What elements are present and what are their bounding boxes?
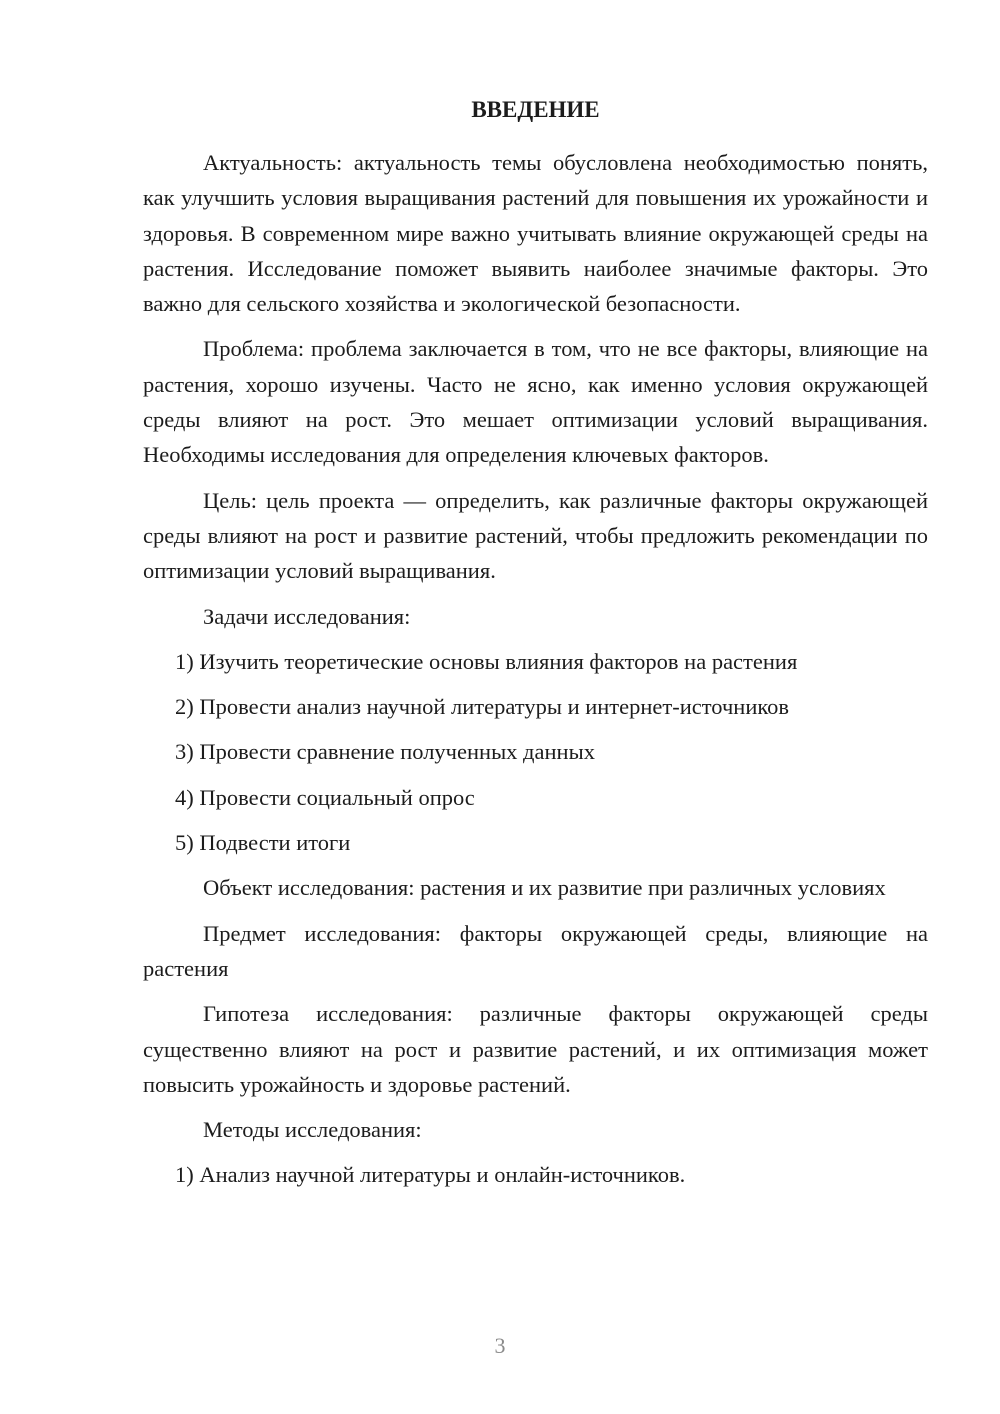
paragraph-spacer — [143, 634, 928, 644]
list-item: 3) Провести сравнение полученных данных — [175, 739, 595, 765]
paragraph-spacer — [143, 589, 928, 599]
methods-list — [143, 1157, 928, 1192]
paragraph-hypothesis: Гипотеза исследования: различные факторы окружающей среды существенно влияют на рост и развитие растений, и их оптимизация может повысить урожайность и здоровье растений. — [143, 1001, 928, 1097]
paragraph-spacer — [143, 473, 928, 483]
paragraph-spacer — [143, 906, 928, 916]
list-item: 5) Подвести итоги — [175, 830, 351, 856]
paragraph-spacer — [143, 321, 928, 331]
list-item: 2) Провести анализ научной литературы и интернет-источников — [175, 694, 790, 720]
tasks-list — [143, 644, 928, 860]
paragraph-object: Объект исследования: растения и их развитие при различных условиях — [203, 875, 886, 901]
paragraph-spacer — [143, 1147, 928, 1157]
document-page — [143, 95, 928, 1203]
methods-heading: Методы исследования: — [203, 1117, 422, 1143]
page-title: ВВЕДЕНИЕ — [471, 97, 600, 122]
list-item: 1) Анализ научной литературы и онлайн-источников. — [175, 1162, 686, 1188]
page-number: 3 — [494, 1333, 506, 1358]
list-item: 1) Изучить теоретические основы влияния факторов на растения — [175, 648, 798, 674]
paragraph-subject: Предмет исследования: факторы окружающей среды, влияющие на растения — [143, 920, 928, 981]
paragraph-spacer — [143, 986, 928, 996]
paragraph-spacer — [143, 1102, 928, 1112]
tasks-heading: Задачи исследования: — [203, 603, 411, 629]
list-item: 4) Провести социальный опрос — [175, 784, 475, 810]
paragraph-goal: Цель: цель проекта — определить, как различные факторы окружающей среды влияют на рост и развитие растений, чтобы предложить рекомендации по оптимизации условий выращивания. — [143, 487, 928, 584]
paragraph-problem: Проблема: проблема заключается в том, что не все факторы, влияющие на растения, хорошо изучены. Часто не ясно, как именно условия окружающей среды влияют на рост. Это мешает оптимизации условий выращивания. Необходимы исследования для определения ключевых факторов. — [143, 336, 928, 468]
paragraph-relevance: Актуальность: актуальность темы обусловлена необходимостью понять, как улучшить условия выращивания растений для повышения их урожайности и здоровья. В современном мире важно учитывать влияние окружающей среды на растения. Исследование поможет выявить наиболее значимые факторы. Это важно для сельского хозяйства и экологической безопасности. — [143, 150, 928, 317]
